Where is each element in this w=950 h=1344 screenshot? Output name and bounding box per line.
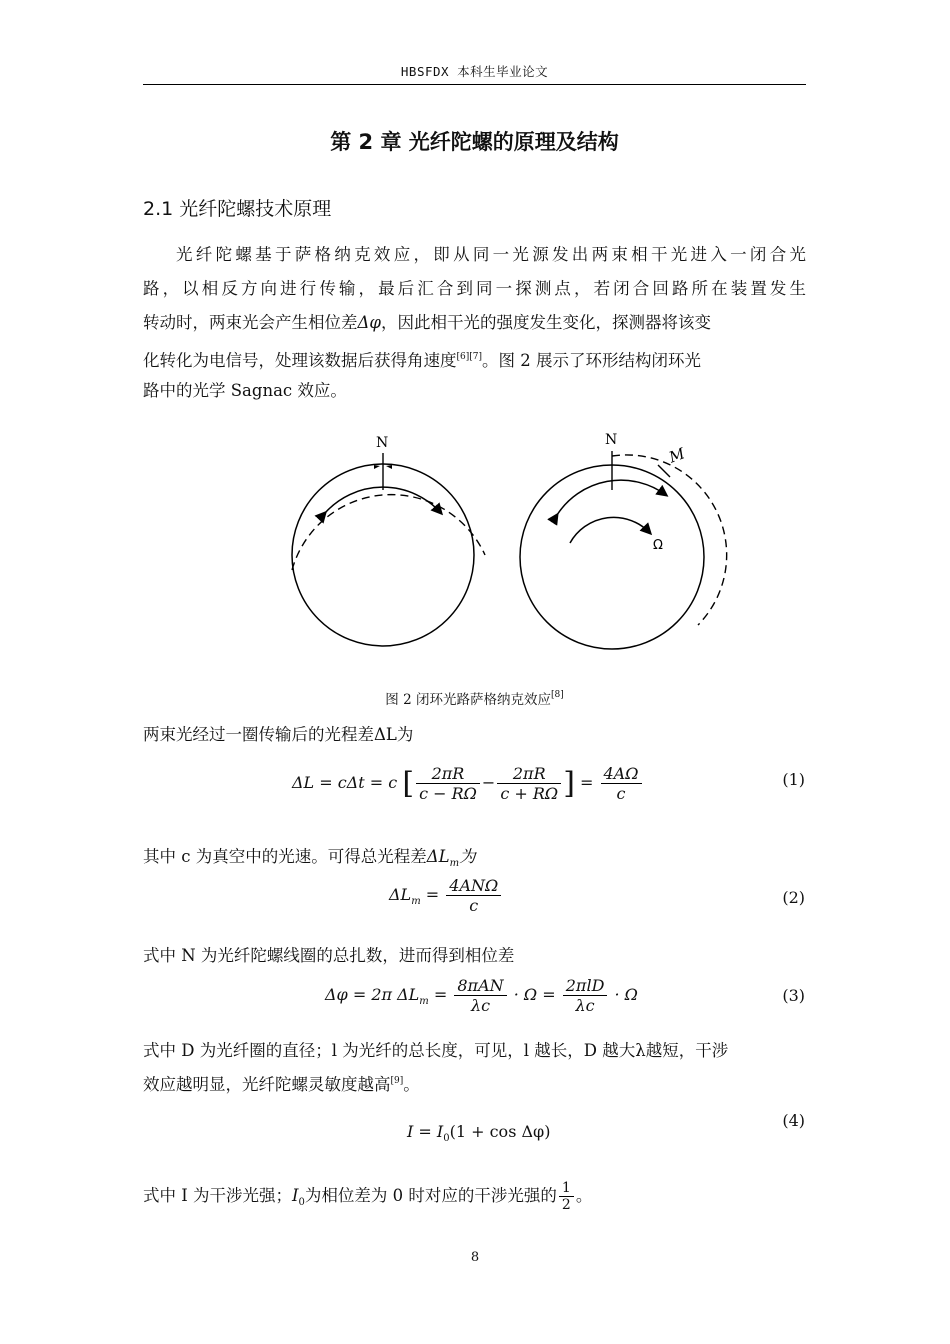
right-loop-diagram — [520, 432, 727, 649]
page-number: 8 — [470, 1250, 480, 1265]
equation-4-number: (4) — [782, 1111, 805, 1130]
citation-ref: [6][7] — [456, 352, 482, 362]
delta-phi-symbol: Δφ — [357, 313, 381, 332]
running-header: HBSFDX 本科生毕业论文 — [400, 64, 549, 79]
right-fiber-loop — [520, 465, 704, 649]
equation-1: ΔL = cΔt = c [ $\frac{2\pi R}{c - R\Omega}$ − $\frac{2\pi R}{c + R\Omega}$ ] = $\frac{4A\Omega}{c}$ — [292, 764, 644, 803]
text-before-eq3: 式中 N 为光纤陀螺线圈的总扎数，进而得到相位差 — [143, 946, 515, 965]
equation-1-number: (1) — [782, 770, 805, 789]
left-label-n: N — [376, 435, 389, 451]
right-label-m: M — [666, 444, 688, 467]
right-label-omega: Ω — [653, 538, 663, 553]
header-rule — [143, 84, 806, 85]
left-dashed-path — [292, 495, 485, 570]
intro-paragraph — [143, 238, 806, 418]
intro-line-3: 转动时，两束光会产生相位差Δφ，因此相干光的强度发生变化，探测器将该变 — [143, 313, 711, 332]
section-title: 2.1 光纤陀螺技术原理 — [143, 198, 332, 220]
text-after-eq3-line-1: 式中 D 为光纤圈的直径；l 为光纤的总长度，可见，l 越长，D 越大λ越短，干涉 — [143, 1041, 729, 1060]
sagnac-figure — [270, 425, 730, 665]
right-label-n: N — [605, 432, 618, 448]
text-after-eq3-line-2: 效应越明显，光纤陀螺灵敏度越高[9]。 — [143, 1075, 420, 1094]
left-fiber-loop — [292, 464, 474, 646]
chapter-title: 第 2 章 光纤陀螺的原理及结构 — [330, 130, 619, 154]
text-before-eq1: 两束光经过一圈传输后的光程差ΔL为 — [143, 725, 414, 744]
left-counterpropagating-arrows — [325, 487, 441, 513]
equation-4: $I = I_0(1 + \cos \Delta\varphi)$ — [407, 1122, 551, 1144]
intro-line-2: 路，以相反方向进行传输，最后汇合到同一探测点，若闭合回路所在装置发生 — [143, 279, 806, 298]
equation-2: $\Delta L_m$ = $\frac{\text{4ANΩ}}{c}$ — [389, 876, 503, 915]
equation-3: Δφ = 2π $\Delta L_m$ = $\frac{\text{8πAN}}{\lambda c}$ · Ω = $\frac{\text{2πlD}}{\lambda c}$ · Ω — [325, 976, 638, 1015]
intro-line-1: 光纤陀螺基于萨格纳克效应，即从同一光源发出两束相干光进入一闭合光 — [176, 245, 806, 264]
intro-line-4: 化转化为电信号，处理该数据后获得角速度[6][7]。图 2 展示了环形结构闭环光 — [143, 351, 701, 370]
figure-caption: 图 2 闭环光路萨格纳克效应[8] — [385, 690, 564, 708]
text-before-eq2: 其中 c 为真空中的光速。可得总光程差$\Delta L_m$为 — [143, 847, 476, 869]
intro-line-5: 路中的光学 Sagnac 效应。 — [143, 381, 347, 400]
left-loop-diagram — [292, 435, 485, 646]
equation-3-number: (3) — [782, 986, 805, 1005]
rotation-arrow — [570, 517, 650, 543]
equation-2-number: (2) — [782, 888, 805, 907]
text-after-eq4: 式中 I 为干涉光强；$I_0$为相位差为 0 时对应的干涉光强的 $\frac{1}{2}$ 。 — [143, 1180, 593, 1213]
